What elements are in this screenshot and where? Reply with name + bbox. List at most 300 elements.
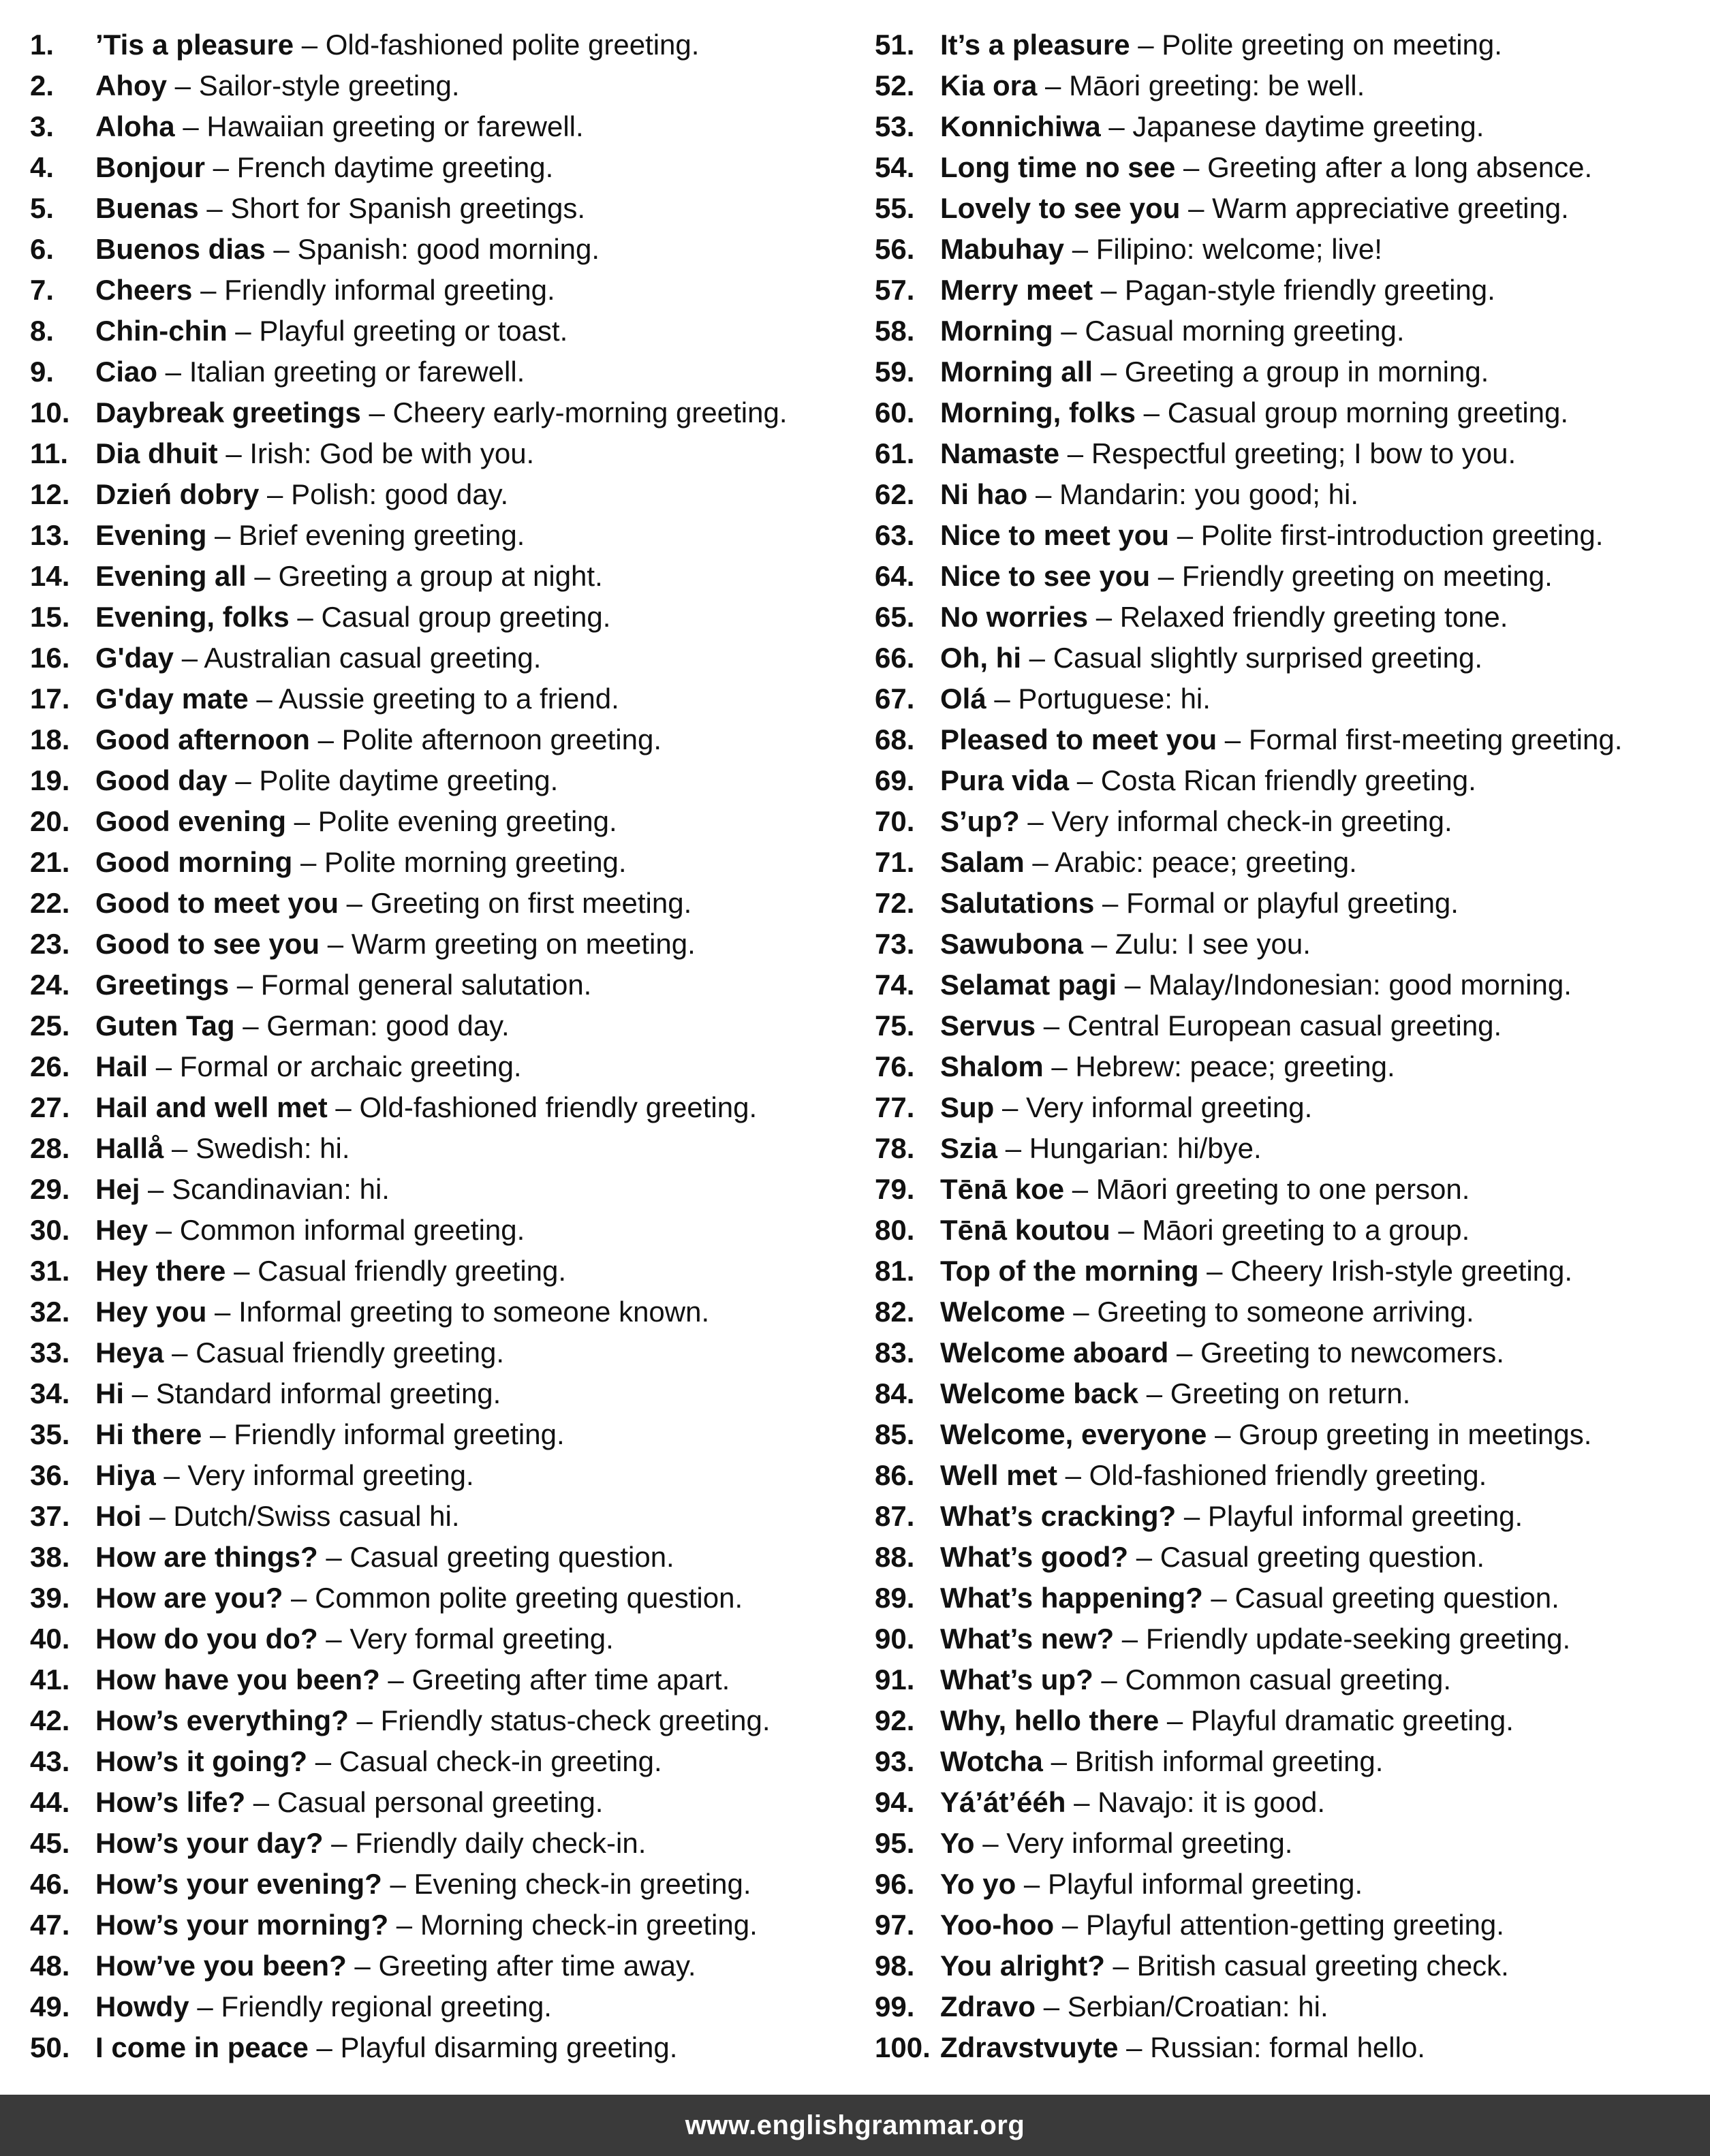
entry-definition: Malay/Indonesian: good morning.: [1148, 969, 1572, 1001]
entry-number: 50.: [30, 2031, 70, 2063]
entry-definition: Casual personal greeting.: [277, 1786, 604, 1818]
entry-number: 77.: [875, 1091, 915, 1123]
entry-term: Kia ora: [940, 69, 1038, 101]
entry-term: Mabuhay: [940, 233, 1065, 265]
entry-number: 14.: [30, 560, 70, 592]
entry-number: 29.: [30, 1173, 70, 1205]
entry-number: 35.: [30, 1418, 70, 1450]
greeting-entry: 92. Why, hello there – Playful dramatic greeting.: [875, 1700, 1699, 1741]
entry-number: 8.: [30, 315, 55, 347]
entry-number: 12.: [30, 478, 70, 510]
entry-definition: Old-fashioned polite greeting.: [325, 29, 700, 61]
greeting-entry: 94. Yá’át’ééh – Navajo: it is good.: [875, 1782, 1699, 1823]
greeting-entry: 22. Good to meet you – Greeting on first meeting.: [30, 883, 848, 924]
greeting-entry: 97. Yoo-hoo – Playful attention-getting greeting.: [875, 1905, 1699, 1946]
greeting-entry: 41. How have you been? – Greeting after time apart.: [30, 1659, 848, 1700]
entry-number: 27.: [30, 1091, 70, 1123]
greeting-entry: 73. Sawubona – Zulu: I see you.: [875, 924, 1699, 965]
entry-term: Heya: [95, 1337, 164, 1369]
greeting-entry: 8. Chin-chin – Playful greeting or toast.: [30, 311, 848, 351]
greeting-entry: 55. Lovely to see you – Warm appreciative greeting.: [875, 188, 1699, 229]
entry-definition: Māori greeting to one person.: [1095, 1173, 1470, 1205]
entry-term: It’s a pleasure: [940, 29, 1130, 61]
entry-term: How’s life?: [95, 1786, 246, 1818]
entry-number: 38.: [30, 1541, 70, 1573]
entry-term: Welcome back: [940, 1377, 1139, 1409]
entry-definition: Friendly informal greeting.: [224, 274, 555, 306]
greeting-entry: 25. Guten Tag – German: good day.: [30, 1005, 848, 1046]
entry-number: 67.: [875, 683, 915, 715]
greeting-entry: 84. Welcome back – Greeting on return.: [875, 1373, 1699, 1414]
greeting-entry: 68. Pleased to meet you – Formal first-meeting greeting.: [875, 719, 1699, 760]
entry-number: 84.: [875, 1377, 915, 1409]
entry-number: 20.: [30, 805, 70, 837]
greeting-entry: 44. How’s life? – Casual personal greeting.: [30, 1782, 848, 1823]
entry-definition: Aussie greeting to a friend.: [279, 683, 619, 715]
entry-term: Selamat pagi: [940, 969, 1117, 1001]
entry-term: Pura vida: [940, 764, 1070, 796]
entry-definition: Friendly update-seeking greeting.: [1145, 1623, 1571, 1655]
entry-number: 68.: [875, 723, 915, 755]
entry-definition: Very informal greeting.: [1006, 1827, 1293, 1859]
entry-number: 97.: [875, 1909, 915, 1941]
entry-definition: Respectful greeting; I bow to you.: [1091, 437, 1517, 469]
entry-number: 61.: [875, 437, 915, 469]
entry-definition: Hungarian: hi/bye.: [1029, 1132, 1262, 1164]
entry-term: Greetings: [95, 969, 230, 1001]
entry-definition: Playful attention-getting greeting.: [1085, 1909, 1504, 1941]
entry-definition: Evening check-in greeting.: [414, 1868, 751, 1900]
entry-definition: Greeting a group at night.: [278, 560, 603, 592]
greeting-entry: 26. Hail – Formal or archaic greeting.: [30, 1046, 848, 1087]
greeting-entry: 31. Hey there – Casual friendly greeting.: [30, 1251, 848, 1292]
entry-number: 70.: [875, 805, 915, 837]
entry-definition: Māori greeting: be well.: [1069, 69, 1365, 101]
entry-term: Evening: [95, 519, 207, 551]
entry-term: Sup: [940, 1091, 995, 1123]
greeting-entry: 91. What’s up? – Common casual greeting.: [875, 1659, 1699, 1700]
entry-definition: Swedish: hi.: [196, 1132, 350, 1164]
entry-definition: Polite first-introduction greeting.: [1200, 519, 1604, 551]
entry-definition: Common polite greeting question.: [315, 1582, 743, 1614]
entry-number: 34.: [30, 1377, 70, 1409]
entry-number: 4.: [30, 151, 55, 183]
entry-number: 82.: [875, 1296, 915, 1328]
entry-term: Good day: [95, 764, 228, 796]
entry-number: 52.: [875, 69, 915, 101]
entry-term: Yo: [940, 1827, 975, 1859]
greeting-entry: 24. Greetings – Formal general salutation.: [30, 965, 848, 1005]
greeting-entry: 81. Top of the morning – Cheery Irish-style greeting.: [875, 1251, 1699, 1292]
entry-term: How are things?: [95, 1541, 318, 1573]
greeting-entry: 79. Tēnā koe – Māori greeting to one person.: [875, 1169, 1699, 1210]
entry-number: 3.: [30, 110, 55, 142]
entry-definition: Sailor-style greeting.: [198, 69, 460, 101]
entry-number: 66.: [875, 642, 915, 674]
entry-definition: Short for Spanish greetings.: [230, 192, 586, 224]
greetings-column-right: [875, 25, 1699, 2068]
entry-definition: Casual greeting question.: [349, 1541, 674, 1573]
entry-term: Hiya: [95, 1459, 156, 1491]
entry-definition: Common informal greeting.: [179, 1214, 525, 1246]
entry-definition: Portuguese: hi.: [1018, 683, 1211, 715]
entry-term: Dia dhuit: [95, 437, 218, 469]
entry-number: 55.: [875, 192, 915, 224]
greeting-entry: 88. What’s good? – Casual greeting question.: [875, 1537, 1699, 1578]
entry-number: 69.: [875, 764, 915, 796]
greeting-entry: 39. How are you? – Common polite greeting question.: [30, 1578, 848, 1619]
entry-term: Top of the morning: [940, 1255, 1199, 1287]
entry-number: 47.: [30, 1909, 70, 1941]
entry-definition: Greeting on return.: [1170, 1377, 1411, 1409]
entry-definition: Polish: good day.: [291, 478, 509, 510]
entry-definition: Russian: formal hello.: [1150, 2031, 1425, 2063]
greeting-entry: 14. Evening all – Greeting a group at night.: [30, 556, 848, 597]
entry-term: I come in peace: [95, 2031, 309, 2063]
entry-definition: Group greeting in meetings.: [1239, 1418, 1592, 1450]
entry-term: Servus: [940, 1010, 1036, 1042]
entry-number: 7.: [30, 274, 55, 306]
entry-term: What’s cracking?: [940, 1500, 1177, 1532]
entry-term: How’ve you been?: [95, 1950, 347, 1982]
entry-number: 21.: [30, 846, 70, 878]
entry-definition: Friendly informal greeting.: [234, 1418, 565, 1450]
entry-definition: Friendly greeting on meeting.: [1181, 560, 1553, 592]
entry-term: How’s everything?: [95, 1704, 349, 1736]
entry-number: 37.: [30, 1500, 70, 1532]
entry-definition: Greeting on first meeting.: [370, 887, 692, 919]
entry-term: How are you?: [95, 1582, 283, 1614]
greeting-entry: 58. Morning – Casual morning greeting.: [875, 311, 1699, 351]
entry-number: 57.: [875, 274, 915, 306]
greeting-entry: 56. Mabuhay – Filipino: welcome; live!: [875, 229, 1699, 270]
entry-definition: British informal greeting.: [1074, 1745, 1384, 1777]
entry-definition: Casual check-in greeting.: [339, 1745, 662, 1777]
entry-term: Sawubona: [940, 928, 1084, 960]
entry-number: 16.: [30, 642, 70, 674]
entry-term: How’s your day?: [95, 1827, 324, 1859]
entry-number: 6.: [30, 233, 55, 265]
entry-term: Ahoy: [95, 69, 167, 101]
entry-definition: Japanese daytime greeting.: [1132, 110, 1484, 142]
greeting-entry: 20. Good evening – Polite evening greeting.: [30, 801, 848, 842]
entry-number: 65.: [875, 601, 915, 633]
greeting-entry: 45. How’s your day? – Friendly daily check-in.: [30, 1823, 848, 1864]
greeting-entry: 36. Hiya – Very informal greeting.: [30, 1455, 848, 1496]
entry-definition: Very formal greeting.: [349, 1623, 614, 1655]
entry-term: No worries: [940, 601, 1089, 633]
entry-number: 60.: [875, 396, 915, 428]
greeting-entry: 46. How’s your evening? – Evening check-in greeting.: [30, 1864, 848, 1905]
entry-term: Pleased to meet you: [940, 723, 1217, 755]
greeting-entry: 54. Long time no see – Greeting after a long absence.: [875, 147, 1699, 188]
entry-term: Tēnā koe: [940, 1173, 1065, 1205]
entry-definition: Warm greeting on meeting.: [351, 928, 696, 960]
entry-definition: Warm appreciative greeting.: [1212, 192, 1569, 224]
entry-term: Aloha: [95, 110, 175, 142]
entry-term: Cheers: [95, 274, 193, 306]
greeting-entry: 40. How do you do? – Very formal greeting.: [30, 1619, 848, 1659]
entry-definition: Cheery Irish-style greeting.: [1230, 1255, 1573, 1287]
entry-number: 72.: [875, 887, 915, 919]
entry-term: Chin-chin: [95, 315, 228, 347]
entry-definition: Formal or playful greeting.: [1126, 887, 1459, 919]
entry-term: Welcome: [940, 1296, 1066, 1328]
entry-definition: Central European casual greeting.: [1067, 1010, 1502, 1042]
entry-term: Konnichiwa: [940, 110, 1101, 142]
entry-number: 86.: [875, 1459, 915, 1491]
greeting-entry: 65. No worries – Relaxed friendly greeting tone.: [875, 597, 1699, 638]
entry-term: Nice to see you: [940, 560, 1151, 592]
entry-term: Well met: [940, 1459, 1057, 1491]
footer-site-link[interactable]: www.englishgrammar.org: [685, 2110, 1025, 2140]
entry-number: 95.: [875, 1827, 915, 1859]
entry-definition: Standard informal greeting.: [155, 1377, 501, 1409]
greeting-entry: 38. How are things? – Casual greeting question.: [30, 1537, 848, 1578]
entry-number: 73.: [875, 928, 915, 960]
entry-term: Zdravstvuyte: [940, 2031, 1119, 2063]
entry-definition: Cheery early-morning greeting.: [392, 396, 788, 428]
entry-term: Lovely to see you: [940, 192, 1181, 224]
entry-definition: Playful greeting or toast.: [259, 315, 568, 347]
entry-number: 75.: [875, 1010, 915, 1042]
entry-term: Good afternoon: [95, 723, 310, 755]
entry-definition: British casual greeting check.: [1136, 1950, 1509, 1982]
greeting-entry: 89. What’s happening? – Casual greeting question.: [875, 1578, 1699, 1619]
entry-definition: Spanish: good morning.: [297, 233, 600, 265]
entry-term: Buenas: [95, 192, 199, 224]
entry-term: Long time no see: [940, 151, 1176, 183]
entry-term: How do you do?: [95, 1623, 318, 1655]
entry-definition: Relaxed friendly greeting tone.: [1119, 601, 1508, 633]
entry-definition: Greeting a group in morning.: [1124, 356, 1489, 388]
greeting-entry: 80. Tēnā koutou – Māori greeting to a group.: [875, 1210, 1699, 1251]
entry-definition: Very informal greeting.: [1026, 1091, 1313, 1123]
entry-definition: Irish: God be with you.: [249, 437, 535, 469]
greeting-entry: 71. Salam – Arabic: peace; greeting.: [875, 842, 1699, 883]
entry-term: Bonjour: [95, 151, 205, 183]
entry-number: 25.: [30, 1010, 70, 1042]
entry-definition: Friendly regional greeting.: [221, 1990, 552, 2022]
entry-definition: Polite greeting on meeting.: [1162, 29, 1502, 61]
entry-number: 44.: [30, 1786, 70, 1818]
entry-definition: Casual group morning greeting.: [1167, 396, 1569, 428]
entry-definition: Very informal check-in greeting.: [1051, 805, 1452, 837]
entry-definition: Polite evening greeting.: [317, 805, 617, 837]
greeting-entry: 60. Morning, folks – Casual group morning greeting.: [875, 392, 1699, 433]
entry-number: 76.: [875, 1050, 915, 1082]
entry-term: Wotcha: [940, 1745, 1043, 1777]
greeting-entry: 9. Ciao – Italian greeting or farewell.: [30, 351, 848, 392]
entry-term: Morning all: [940, 356, 1093, 388]
greeting-entry: 93. Wotcha – British informal greeting.: [875, 1741, 1699, 1782]
entry-definition: Casual greeting question.: [1160, 1541, 1485, 1573]
entry-definition: German: good day.: [266, 1010, 510, 1042]
entry-number: 91.: [875, 1663, 915, 1696]
greeting-entry: 85. Welcome, everyone – Group greeting in meetings.: [875, 1414, 1699, 1455]
entry-term: G'day mate: [95, 683, 249, 715]
entry-number: 9.: [30, 356, 55, 388]
entry-definition: Old-fashioned friendly greeting.: [359, 1091, 758, 1123]
entry-definition: Greeting to newcomers.: [1200, 1337, 1504, 1369]
greeting-entry: 29. Hej – Scandinavian: hi.: [30, 1169, 848, 1210]
entry-number: 88.: [875, 1541, 915, 1573]
entry-number: 19.: [30, 764, 70, 796]
greeting-entry: 90. What’s new? – Friendly update-seeking greeting.: [875, 1619, 1699, 1659]
greeting-entry: 86. Well met – Old-fashioned friendly greeting.: [875, 1455, 1699, 1496]
greeting-entry: 67. Olá – Portuguese: hi.: [875, 678, 1699, 719]
entry-number: 53.: [875, 110, 915, 142]
greeting-entry: 50. I come in peace – Playful disarming greeting.: [30, 2027, 848, 2068]
entry-definition: Australian casual greeting.: [204, 642, 542, 674]
entry-number: 49.: [30, 1990, 70, 2022]
entry-number: 18.: [30, 723, 70, 755]
greeting-entry: 98. You alright? – British casual greeting check.: [875, 1946, 1699, 1986]
entry-term: How’s your morning?: [95, 1909, 389, 1941]
entry-number: 96.: [875, 1868, 915, 1900]
entry-definition: Zulu: I see you.: [1115, 928, 1311, 960]
entry-term: Good evening: [95, 805, 287, 837]
entry-number: 98.: [875, 1950, 915, 1982]
entry-term: Namaste: [940, 437, 1060, 469]
greeting-entry: 61. Namaste – Respectful greeting; I bow to you.: [875, 433, 1699, 474]
greeting-entry: 75. Servus – Central European casual greeting.: [875, 1005, 1699, 1046]
entry-term: Howdy: [95, 1990, 189, 2022]
entry-number: 33.: [30, 1337, 70, 1369]
entry-definition: Costa Rican friendly greeting.: [1100, 764, 1476, 796]
entry-term: Hallå: [95, 1132, 164, 1164]
entry-number: 24.: [30, 969, 70, 1001]
entry-term: What’s up?: [940, 1663, 1093, 1696]
entry-number: 13.: [30, 519, 70, 551]
entry-term: Why, hello there: [940, 1704, 1160, 1736]
entry-definition: Playful informal greeting.: [1047, 1868, 1363, 1900]
greeting-entry: 78. Szia – Hungarian: hi/bye.: [875, 1128, 1699, 1169]
entry-definition: Formal first-meeting greeting.: [1248, 723, 1623, 755]
greeting-entry: 59. Morning all – Greeting a group in morning.: [875, 351, 1699, 392]
entry-definition: Greeting after a long absence.: [1207, 151, 1593, 183]
greeting-entry: 10. Daybreak greetings – Cheery early-morning greeting.: [30, 392, 848, 433]
entry-term: How’s your evening?: [95, 1868, 382, 1900]
entry-term: Hoi: [95, 1500, 142, 1532]
entry-term: Yoo-hoo: [940, 1909, 1055, 1941]
entry-term: Dzień dobry: [95, 478, 260, 510]
entry-definition: Common casual greeting.: [1125, 1663, 1452, 1696]
entry-term: Nice to meet you: [940, 519, 1170, 551]
entry-number: 83.: [875, 1337, 915, 1369]
entry-term: ’Tis a pleasure: [95, 29, 294, 61]
entry-term: Salam: [940, 846, 1025, 878]
entry-term: Good to meet you: [95, 887, 339, 919]
entry-definition: Playful informal greeting.: [1207, 1500, 1523, 1532]
entry-number: 79.: [875, 1173, 915, 1205]
entry-number: 100.: [875, 2031, 931, 2063]
entry-definition: Navajo: it is good.: [1098, 1786, 1325, 1818]
greeting-entry: 12. Dzień dobry – Polish: good day.: [30, 474, 848, 515]
greeting-entry: 48. How’ve you been? – Greeting after time away.: [30, 1946, 848, 1986]
entry-term: Hi there: [95, 1418, 202, 1450]
greeting-entry: 4. Bonjour – French daytime greeting.: [30, 147, 848, 188]
entry-number: 93.: [875, 1745, 915, 1777]
entry-term: Hi: [95, 1377, 124, 1409]
entry-definition: Hebrew: peace; greeting.: [1075, 1050, 1395, 1082]
entry-term: Ni hao: [940, 478, 1028, 510]
greeting-entry: 19. Good day – Polite daytime greeting.: [30, 760, 848, 801]
entry-number: 81.: [875, 1255, 915, 1287]
entry-term: Yá’át’ééh: [940, 1786, 1066, 1818]
greeting-entry: 77. Sup – Very informal greeting.: [875, 1087, 1699, 1128]
greeting-entry: 96. Yo yo – Playful informal greeting.: [875, 1864, 1699, 1905]
greeting-entry: 95. Yo – Very informal greeting.: [875, 1823, 1699, 1864]
entry-term: Szia: [940, 1132, 998, 1164]
entry-number: 41.: [30, 1663, 70, 1696]
greeting-entry: 34. Hi – Standard informal greeting.: [30, 1373, 848, 1414]
entry-definition: Pagan-style friendly greeting.: [1124, 274, 1495, 306]
greeting-entry: 57. Merry meet – Pagan-style friendly greeting.: [875, 270, 1699, 311]
entry-term: Buenos dias: [95, 233, 266, 265]
entry-term: Daybreak greetings: [95, 396, 361, 428]
entry-term: You alright?: [940, 1950, 1105, 1982]
entry-number: 32.: [30, 1296, 70, 1328]
entry-number: 28.: [30, 1132, 70, 1164]
greeting-entry: 83. Welcome aboard – Greeting to newcomers.: [875, 1332, 1699, 1373]
greeting-entry: 11. Dia dhuit – Irish: God be with you.: [30, 433, 848, 474]
entry-definition: Polite daytime greeting.: [259, 764, 559, 796]
greeting-entry: 43. How’s it going? – Casual check-in greeting.: [30, 1741, 848, 1782]
entry-term: Good morning: [95, 846, 293, 878]
entry-definition: Greeting after time away.: [378, 1950, 696, 1982]
entry-term: Welcome aboard: [940, 1337, 1169, 1369]
entry-number: 58.: [875, 315, 915, 347]
entry-number: 2.: [30, 69, 55, 101]
greeting-entry: 18. Good afternoon – Polite afternoon greeting.: [30, 719, 848, 760]
entry-term: Good to see you: [95, 928, 320, 960]
entry-number: 31.: [30, 1255, 70, 1287]
greeting-entry: 3. Aloha – Hawaiian greeting or farewell.: [30, 106, 848, 147]
greeting-entry: 30. Hey – Common informal greeting.: [30, 1210, 848, 1251]
entry-number: 36.: [30, 1459, 70, 1491]
entry-number: 11.: [30, 437, 69, 469]
entry-number: 30.: [30, 1214, 70, 1246]
entry-term: Hail: [95, 1050, 149, 1082]
entry-number: 87.: [875, 1500, 915, 1532]
entry-number: 40.: [30, 1623, 70, 1655]
entry-definition: Hawaiian greeting or farewell.: [206, 110, 584, 142]
greetings-column-left: [30, 25, 848, 2068]
entry-number: 5.: [30, 192, 55, 224]
entry-term: S’up?: [940, 805, 1020, 837]
entry-number: 99.: [875, 1990, 915, 2022]
greeting-entry: 64. Nice to see you – Friendly greeting on meeting.: [875, 556, 1699, 597]
entry-number: 17.: [30, 683, 70, 715]
entry-number: 43.: [30, 1745, 70, 1777]
entry-number: 15.: [30, 601, 70, 633]
entry-definition: Formal general salutation.: [260, 969, 592, 1001]
entry-term: Tēnā koutou: [940, 1214, 1110, 1246]
entry-number: 74.: [875, 969, 915, 1001]
greeting-entry: 21. Good morning – Polite morning greeting.: [30, 842, 848, 883]
entry-term: Morning: [940, 315, 1053, 347]
greeting-entry: 17. G'day mate – Aussie greeting to a friend.: [30, 678, 848, 719]
entry-number: 80.: [875, 1214, 915, 1246]
entry-number: 1.: [30, 29, 55, 61]
entry-number: 46.: [30, 1868, 70, 1900]
entry-definition: Casual friendly greeting.: [258, 1255, 567, 1287]
greeting-entry: 15. Evening, folks – Casual group greeting.: [30, 597, 848, 638]
entry-number: 62.: [875, 478, 915, 510]
greeting-entry: 7. Cheers – Friendly informal greeting.: [30, 270, 848, 311]
entry-definition: Informal greeting to someone known.: [238, 1296, 710, 1328]
